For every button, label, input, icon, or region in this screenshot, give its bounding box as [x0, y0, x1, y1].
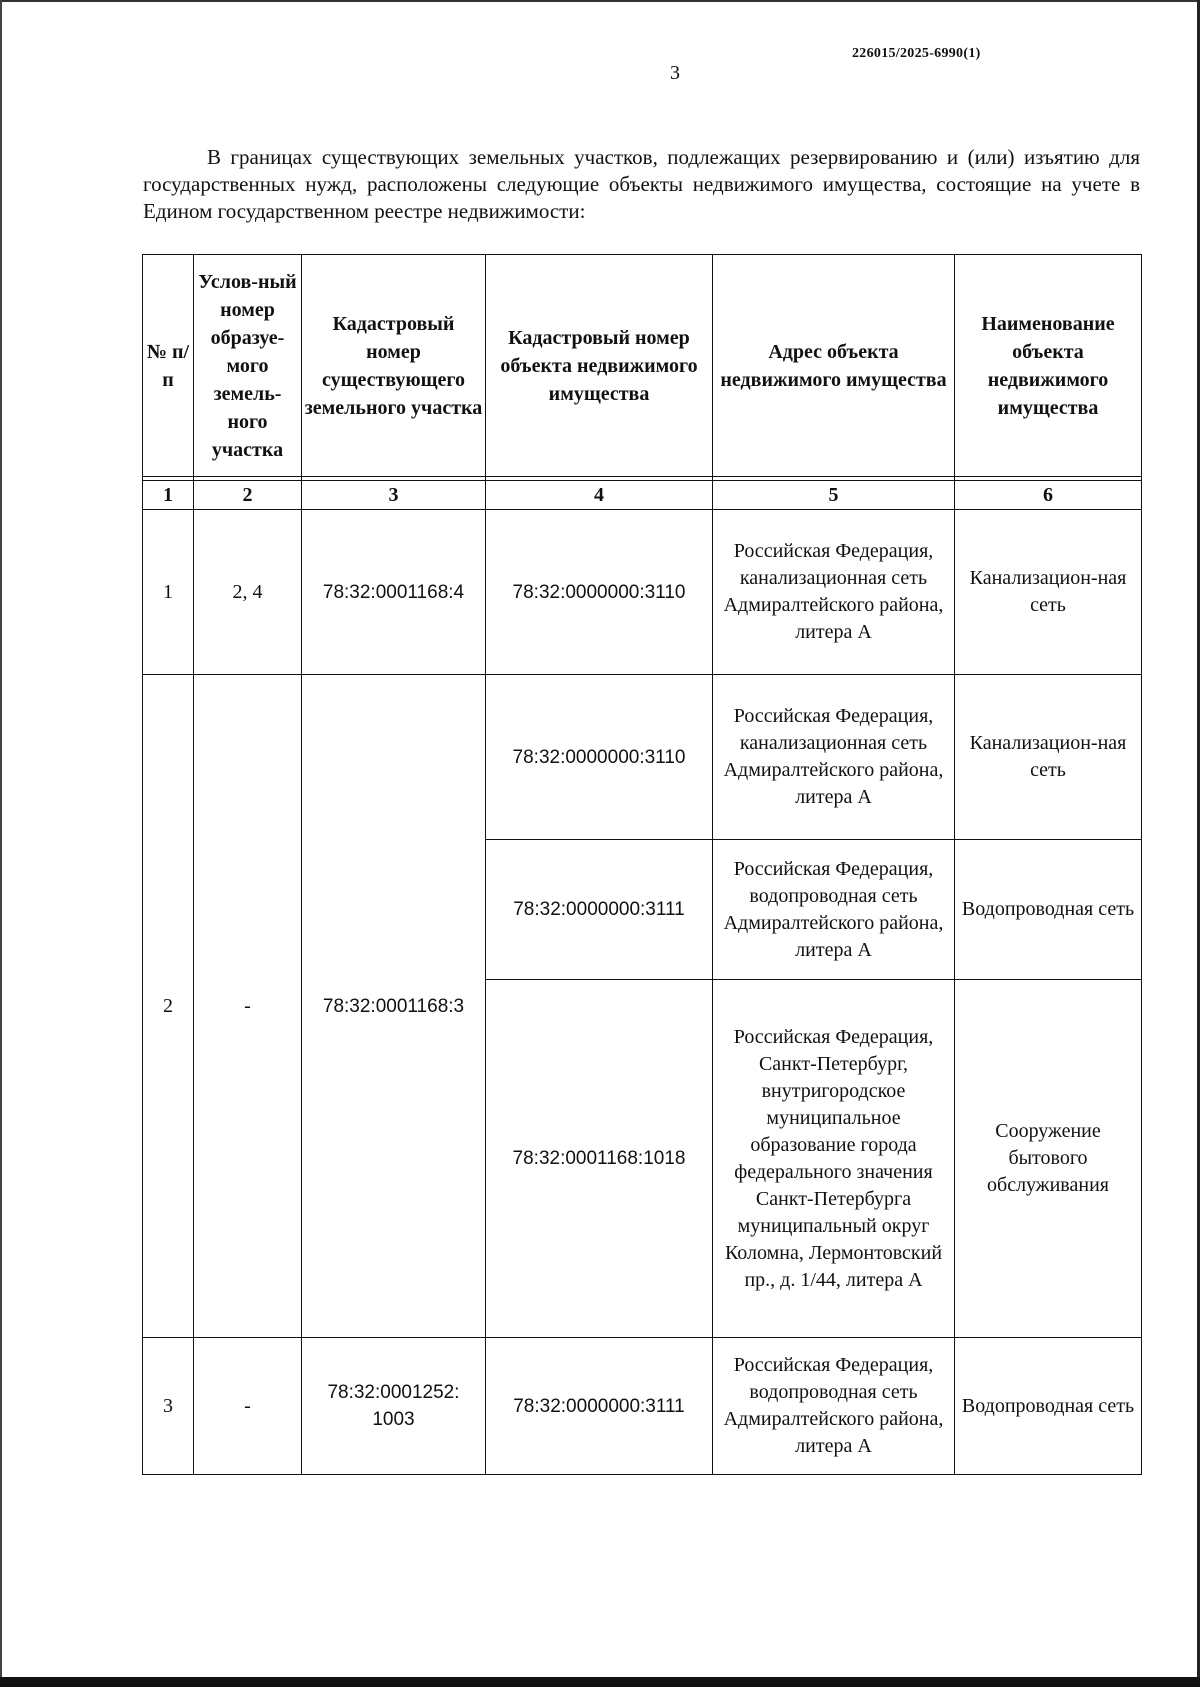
object-name: Сооружение бытового обслуживания — [955, 980, 1142, 1338]
object-cadastral-number: 78:32:0001168:1018 — [486, 980, 713, 1338]
header-row-number: № п/п — [143, 255, 194, 477]
object-name: Водопроводная сеть — [955, 840, 1142, 980]
object-name: Канализацион-ная сеть — [955, 675, 1142, 840]
real-estate-table — [142, 254, 1142, 1475]
object-name: Водопроводная сеть — [955, 1338, 1142, 1475]
header-object-cadastral: Кадастровый номер объекта недвижимого имущества — [486, 255, 713, 477]
document-id: 226015/2025-6990(1) — [852, 46, 981, 61]
object-name: Канализацион-ная сеть — [955, 510, 1142, 675]
object-cadastral-number: 78:32:0000000:3110 — [486, 510, 713, 675]
object-cadastral-number: 78:32:0000000:3111 — [486, 1338, 713, 1475]
page-edge-left — [0, 0, 2, 1687]
column-number: 5 — [713, 481, 955, 510]
table-row — [143, 510, 1142, 675]
intro-paragraph: В границах существующих земельных участков, подлежащих резервированию и (или) изъятию для государственных нужд, расположены следующие объекты недвижимого имущества, состоящие на учете в Едином государственном реестре недвижимости: — [143, 145, 1140, 223]
column-number: 2 — [194, 481, 302, 510]
header-object-name: Наименование объекта недвижимого имущества — [955, 255, 1142, 477]
table-row — [143, 675, 1142, 840]
object-cadastral-number: 78:32:0000000:3111 — [486, 840, 713, 980]
page-edge-top — [0, 0, 1200, 2]
row-number: 2 — [143, 675, 194, 1338]
land-cadastral-number: 78:32:0001168:4 — [302, 510, 486, 675]
column-number: 6 — [955, 481, 1142, 510]
column-number: 3 — [302, 481, 486, 510]
page-number: 3 — [670, 62, 680, 84]
conditional-number: - — [194, 675, 302, 1338]
conditional-number: 2, 4 — [194, 510, 302, 675]
header-object-address: Адрес объекта недвижимого имущества — [713, 255, 955, 477]
object-address: Российская Федерация, водопроводная сеть Адмиралтейского района, литера А — [713, 840, 955, 980]
land-cadastral-number: 78:32:0001252: 1003 — [302, 1338, 486, 1475]
object-address: Российская Федерация, Санкт-Петербург, внутригородское муниципальное образование города федерального значения Санкт-Петербурга муниципальный округ Коломна, Лермонтовский пр., д. 1/44, литера А — [713, 980, 955, 1338]
page-edge-bottom — [0, 1677, 1200, 1687]
conditional-number: - — [194, 1338, 302, 1475]
column-number: 4 — [486, 481, 713, 510]
row-number: 3 — [143, 1338, 194, 1475]
header-conditional-number: Услов-ный номер образуе-мого земель-ного участка — [194, 255, 302, 477]
land-cadastral-number: 78:32:0001168:3 — [302, 675, 486, 1338]
column-number: 1 — [143, 481, 194, 510]
row-number: 1 — [143, 510, 194, 675]
column-number-row — [143, 481, 1142, 510]
object-address: Российская Федерация, канализационная сеть Адмиралтейского района, литера А — [713, 510, 955, 675]
object-cadastral-number: 78:32:0000000:3110 — [486, 675, 713, 840]
table-header-row — [143, 255, 1142, 477]
object-address: Российская Федерация, водопроводная сеть Адмиралтейского района, литера А — [713, 1338, 955, 1475]
object-address: Российская Федерация, канализационная сеть Адмиралтейского района, литера А — [713, 675, 955, 840]
header-land-cadastral: Кадастровый номер существующего земельного участка — [302, 255, 486, 477]
table-row — [143, 1338, 1142, 1475]
